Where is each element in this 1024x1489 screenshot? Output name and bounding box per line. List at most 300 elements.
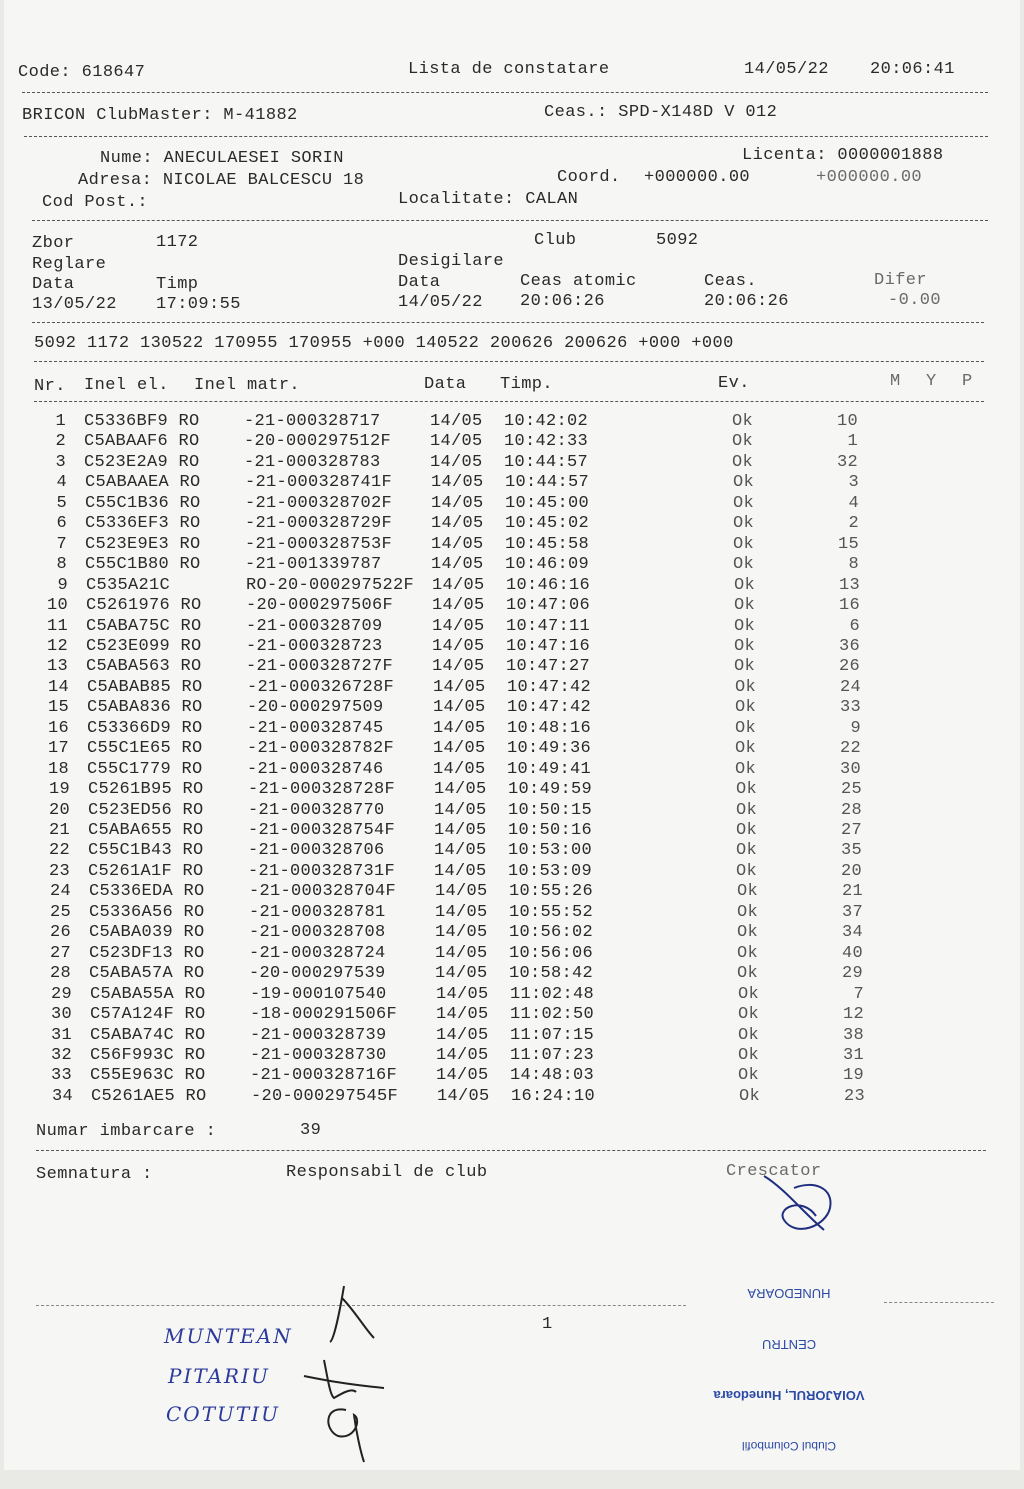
rank-number: 15 [837,534,859,554]
unsealing-date: 14/05/22 [398,293,483,312]
registration-ring: -21-000328723 [246,636,383,656]
electronic-ring: C5261B95 RO [88,780,204,800]
arrival-time: 14:48:03 [510,1066,595,1086]
electronic-ring: C523E2A9 RO [84,452,200,472]
electronic-ring: C5ABA55A RO [90,984,206,1004]
arrival-time: 16:24:10 [511,1086,596,1106]
table-row [5,473,1021,494]
separator [22,92,988,93]
rank-number: 19 [842,1066,864,1086]
arrival-date: 14/05 [437,1086,490,1106]
arrival-date: 14/05 [430,452,483,472]
table-row [4,412,1020,433]
arrival-date: 14/05 [435,943,488,963]
arrival-time: 10:47:06 [506,596,591,616]
row-number: 18 [47,759,69,779]
col-header-electronic-ring: Inel el. [84,376,169,395]
electronic-ring: C55E963C RO [90,1066,206,1086]
arrival-date: 14/05 [436,1066,489,1086]
arrival-date: 14/05 [432,616,485,636]
row-number: 32 [50,1045,72,1065]
col-header-date: Data [424,375,467,394]
event-status: Ok [733,555,755,575]
row-number: 11 [46,616,68,636]
electronic-ring: C5ABA836 RO [87,698,203,718]
registration-ring: -21-000326728F [247,677,395,697]
row-number: 28 [49,964,71,984]
row-number: 14 [47,677,69,697]
registration-ring: -20-000297506F [246,596,394,616]
arrival-time: 10:49:59 [508,780,593,800]
club-number: 5092 [656,231,699,250]
report-title: Lista de constatare [408,60,610,79]
registration-ring: -21-000328739 [250,1025,387,1045]
event-status: Ok [732,452,754,472]
setting-date-label: Data [32,275,75,294]
rank-number: 10 [836,412,858,431]
separator [884,1302,994,1303]
event-status: Ok [733,514,755,534]
arrival-date: 14/05 [430,432,483,452]
registration-ring: RO-20-000297522F [246,575,415,595]
arrival-date: 14/05 [436,1005,489,1025]
table-row [8,801,1024,822]
handwritten-name: MUNTEAN [164,1324,293,1348]
registration-ring: -21-000328709 [246,616,383,636]
electronic-ring: C5ABAAF6 RO [84,432,200,452]
coord-label: Coord. [557,168,621,187]
rank-number: 8 [848,555,859,575]
registration-ring: -21-000328782F [247,739,395,759]
rank-number: 38 [842,1025,864,1045]
electronic-ring: C523ED56 RO [88,800,204,820]
col-header-m: M [890,372,901,391]
rank-number: 2 [848,514,859,534]
electronic-ring: C523DF13 RO [89,943,205,963]
event-status: Ok [738,1066,760,1086]
rank-number: 9 [850,718,861,738]
event-status: Ok [738,984,760,1004]
rank-number: 33 [839,698,861,718]
electronic-ring: C5ABA74C RO [90,1025,206,1045]
arrival-time: 10:49:41 [507,759,592,779]
event-status: Ok [734,575,756,595]
event-status: Ok [732,412,754,431]
registration-ring: -21-000328730 [250,1045,387,1065]
unsealing-date-label: Data [398,273,441,292]
coord-y: +000000.00 [816,168,923,187]
rank-number: 6 [849,616,860,636]
registration-ring: -21-001339787 [245,555,382,575]
rank-number: 37 [841,902,863,922]
separator [32,322,984,323]
row-number: 27 [49,943,71,963]
electronic-ring: C55C1E65 RO [87,739,203,759]
event-status: Ok [733,534,755,554]
event-status: Ok [735,739,757,759]
arrival-time: 10:44:57 [504,452,589,472]
table-row [5,535,1021,556]
table-row [5,494,1021,515]
arrival-time: 10:53:09 [508,861,593,881]
arrival-date: 14/05 [431,473,484,493]
event-status: Ok [738,1005,760,1025]
arrival-date: 14/05 [432,636,485,656]
electronic-ring: C5261AE5 RO [91,1086,207,1106]
clock-label: Ceas.: SPD-X148D V 012 [544,103,778,122]
registration-ring: -21-000328708 [249,923,386,943]
registration-ring: -20-000297509 [247,698,384,718]
setting-label: Reglare [32,255,107,274]
rank-number: 28 [840,800,862,820]
event-status: Ok [732,432,754,452]
locality: Localitate: CALAN [398,190,579,209]
owner-address: Adresa: NICOLAE BALCESCU 18 [78,171,365,190]
rank-number: 36 [838,636,860,656]
arrival-date: 14/05 [432,575,485,595]
stamp-line: VOIAJORUL, Hunedoara [713,1388,865,1403]
clubmaster-label: BRICON ClubMaster: M-41882 [22,106,298,125]
rank-number: 12 [842,1005,864,1025]
table-row [10,1066,1024,1087]
table-row [7,739,1023,760]
electronic-ring: C5ABA655 RO [88,821,204,840]
row-number: 29 [50,984,72,1004]
row-number: 3 [55,452,66,472]
table-row [10,985,1024,1006]
club-stamp [704,1250,874,1489]
rank-number: 23 [843,1086,865,1106]
event-status: Ok [734,657,756,677]
arrival-time: 10:45:00 [505,493,590,513]
row-number: 6 [56,514,67,534]
stamp-line: CENTRU [761,1337,817,1352]
rank-number: 1 [847,432,858,452]
flight-number: 1172 [156,233,199,252]
registration-ring: -21-000328770 [248,800,385,820]
registration-ring: -21-000328731F [248,861,396,881]
electronic-ring: C5261A1F RO [88,861,204,881]
rank-number: 3 [848,473,859,493]
rank-number: 4 [848,493,859,513]
registration-ring: -21-000328702F [245,493,393,513]
event-status: Ok [736,800,758,820]
separator [32,220,988,221]
table-row [7,760,1023,781]
arrival-time: 10:44:57 [505,473,590,493]
rank-number: 20 [840,861,862,881]
event-status: Ok [734,616,756,636]
setting-time: 17:09:55 [156,295,241,314]
table-row [9,964,1024,985]
rank-number: 26 [838,657,860,677]
handwritten-signatures [294,1280,404,1465]
setting-time-label: Timp [156,275,199,294]
registration-ring: -21-000328716F [250,1066,398,1086]
rank-number: 21 [841,882,863,902]
arrival-time: 10:46:09 [505,555,590,575]
electronic-ring: C523E9E3 RO [85,534,201,554]
postal-code-label: Cod Post.: [42,193,149,212]
report-time: 20:06:41 [870,60,955,79]
arrival-date: 14/05 [435,902,488,922]
registration-ring: -21-000328745 [247,718,384,738]
arrival-time: 10:47:11 [506,616,591,636]
registration-ring: -21-000328727F [246,657,394,677]
row-number: 30 [50,1005,72,1025]
arrival-time: 10:45:58 [505,534,590,554]
electronic-ring: C55C1B43 RO [88,841,204,861]
registration-ring: -18-000291506F [250,1005,398,1025]
rank-number: 34 [841,923,863,943]
arrival-time: 10:45:02 [505,514,590,534]
electronic-ring: C5ABA039 RO [89,923,205,943]
col-header-y: Y [926,372,937,391]
event-status: Ok [736,861,758,881]
rank-number: 22 [839,739,861,759]
arrival-date: 14/05 [433,739,486,759]
coord-x: +000000.00 [644,168,751,187]
arrival-time: 10:49:36 [507,739,592,759]
col-header-nr: Nr. [34,377,66,396]
arrival-time: 10:58:42 [509,964,594,984]
signature-label: Semnatura : [36,1165,153,1184]
arrival-time: 10:42:33 [504,432,589,452]
registration-ring: -20-000297512F [244,432,392,452]
row-number: 34 [51,1086,73,1106]
table-row [6,576,1022,597]
arrival-date: 14/05 [433,718,486,738]
flight-label: Zbor [32,234,75,253]
owner-name: Nume: ANECULAESEI SORIN [100,149,344,168]
electronic-ring: C55C1779 RO [87,759,203,779]
arrival-date: 14/05 [435,923,488,943]
row-number: 8 [56,555,67,575]
rank-number: 32 [836,452,858,472]
event-status: Ok [738,1045,760,1065]
electronic-ring: C56F993C RO [90,1045,206,1065]
handwritten-name: PITARIU [168,1364,270,1388]
row-number: 7 [56,534,67,554]
setting-date: 13/05/22 [32,295,117,314]
arrival-time: 11:02:48 [510,984,595,1004]
rank-number: 35 [840,841,862,861]
unsealing-atomic-time: 20:06:26 [520,292,605,311]
event-status: Ok [735,677,757,697]
table-row [6,657,1022,678]
electronic-ring: C523E099 RO [86,636,202,656]
arrival-time: 11:07:15 [510,1025,595,1045]
handwritten-name: COTUTIU [166,1402,280,1426]
rank-number: 27 [840,821,862,840]
electronic-ring: C5336BF9 RO [84,412,200,431]
arrival-date: 14/05 [434,861,487,881]
breeder-label: Crescator [726,1162,822,1181]
atomic-clock-label: Ceas atomic [520,272,637,291]
col-header-event: Ev. [718,374,750,393]
col-header-p: P [962,372,973,391]
boarding-count-label: Numar imbarcare : [36,1122,217,1141]
electronic-ring: C53366D9 RO [87,718,203,738]
event-status: Ok [737,943,759,963]
registration-ring: -21-000328746 [247,759,384,779]
arrival-date: 14/05 [436,984,489,1004]
table-row [6,596,1022,617]
arrival-date: 14/05 [431,555,484,575]
arrival-date: 14/05 [430,412,483,431]
event-status: Ok [735,698,757,718]
registration-ring: -21-000328783 [244,452,381,472]
registration-ring: -21-000328724 [249,943,386,963]
arrival-date: 14/05 [435,882,488,902]
separator [24,136,988,137]
row-number: 2 [55,432,66,452]
arrival-time: 10:47:42 [507,698,592,718]
separator [34,401,984,402]
col-header-registration-ring: Inel matr. [194,376,301,395]
row-number: 5 [56,493,67,513]
table-row [9,923,1024,944]
row-number: 33 [50,1066,72,1086]
stamp-line: Clubul Columbofil [741,1439,837,1453]
row-number: 12 [46,636,68,656]
row-number: 25 [49,902,71,922]
difference-value: -0.00 [888,291,942,310]
row-number: 23 [48,861,70,881]
arrival-time: 10:47:42 [507,677,592,697]
table-row [7,698,1023,719]
arrival-time: 10:55:52 [509,902,594,922]
registration-ring: -21-000328753F [245,534,393,554]
row-number: 31 [50,1025,72,1045]
club-label: Club [534,231,577,250]
unsealing-clock-time: 20:06:26 [704,292,789,311]
electronic-ring: C55C1B80 RO [85,555,201,575]
row-number: 17 [47,739,69,759]
registration-ring: -21-000328729F [245,514,393,534]
rank-number: 16 [838,596,860,616]
arrival-time: 10:48:16 [507,718,592,738]
event-status: Ok [735,759,757,779]
arrival-time: 10:56:02 [509,923,594,943]
arrival-time: 11:02:50 [510,1005,595,1025]
code-label: Code: 618647 [18,63,146,82]
breeder-signature [744,1168,854,1248]
table-row [10,1005,1024,1026]
arrival-date: 14/05 [431,514,484,534]
arrival-time: 10:50:15 [508,800,593,820]
event-status: Ok [734,596,756,616]
encoded-line: 5092 1172 130522 170955 170955 +000 140522 200626 200626 +000 +000 [34,334,734,353]
registration-ring: -21-000328717 [244,412,381,431]
row-number: 9 [57,575,68,595]
arrival-time: 10:53:00 [508,841,593,861]
table-row [11,1087,1024,1108]
row-number: 19 [48,780,70,800]
arrival-time: 11:07:23 [510,1045,595,1065]
electronic-ring: C5ABA75C RO [86,616,202,636]
registration-ring: -21-000328781 [249,902,386,922]
event-status: Ok [737,882,759,902]
event-status: Ok [739,1086,761,1106]
registration-ring: -21-000328728F [248,780,396,800]
event-status: Ok [733,493,755,513]
table-row [6,637,1022,658]
registration-ring: -21-000328704F [249,882,397,902]
electronic-ring: C5336EF3 RO [85,514,201,534]
event-status: Ok [736,821,758,840]
arrival-date: 14/05 [436,1045,489,1065]
event-status: Ok [738,1025,760,1045]
electronic-ring: C5336A56 RO [89,902,205,922]
registration-ring: -20-000297545F [251,1086,399,1106]
arrival-time: 10:46:16 [506,575,591,595]
arrival-date: 14/05 [434,800,487,820]
electronic-ring: C5ABAAEA RO [85,473,201,493]
event-status: Ok [737,923,759,943]
boarding-count: 39 [300,1121,322,1140]
report-page [4,0,1020,1470]
table-row [5,555,1021,576]
table-row [4,453,1020,474]
col-header-time: Timp. [500,375,554,394]
row-number: 26 [49,923,71,943]
event-status: Ok [736,841,758,861]
table-row [7,719,1023,740]
electronic-ring: C5336EDA RO [89,882,205,902]
electronic-ring: C55C1B36 RO [85,493,201,513]
rank-number: 30 [839,759,861,779]
electronic-ring: C5ABA563 RO [86,657,202,677]
rank-number: 13 [838,575,860,595]
unsealing-label: Desigilare [398,252,505,271]
arrival-time: 10:50:16 [508,821,593,840]
electronic-ring: C5261976 RO [86,596,202,616]
table-row [7,678,1023,699]
table-row [6,617,1022,638]
arrival-time: 10:56:06 [509,943,594,963]
arrival-date: 14/05 [432,596,485,616]
row-number: 20 [48,800,70,820]
table-row [8,862,1024,883]
stamp-line: HUNEDOARA [747,1286,831,1301]
arrival-date: 14/05 [435,964,488,984]
table-row [9,882,1024,903]
registration-ring: -21-000328754F [248,821,396,840]
arrival-date: 14/05 [433,677,486,697]
row-number: 21 [48,821,70,840]
arrival-date: 14/05 [432,657,485,677]
arrival-date: 14/05 [436,1025,489,1045]
event-status: Ok [734,636,756,656]
row-number: 4 [56,473,67,493]
table-row [5,514,1021,535]
rank-number: 40 [841,943,863,963]
row-number: 13 [46,657,68,677]
clock-time-label: Ceas. [704,272,758,291]
separator [34,361,984,362]
registration-ring: -19-000107540 [250,984,387,1004]
electronic-ring: C5ABA57A RO [89,964,205,984]
arrival-time: 10:47:16 [506,636,591,656]
arrival-time: 10:47:27 [506,657,591,677]
event-status: Ok [733,473,755,493]
row-number: 1 [55,412,66,431]
registration-ring: -21-000328706 [248,841,385,861]
row-number: 10 [46,596,68,616]
arrival-date: 14/05 [431,534,484,554]
arrival-time: 10:55:26 [509,882,594,902]
